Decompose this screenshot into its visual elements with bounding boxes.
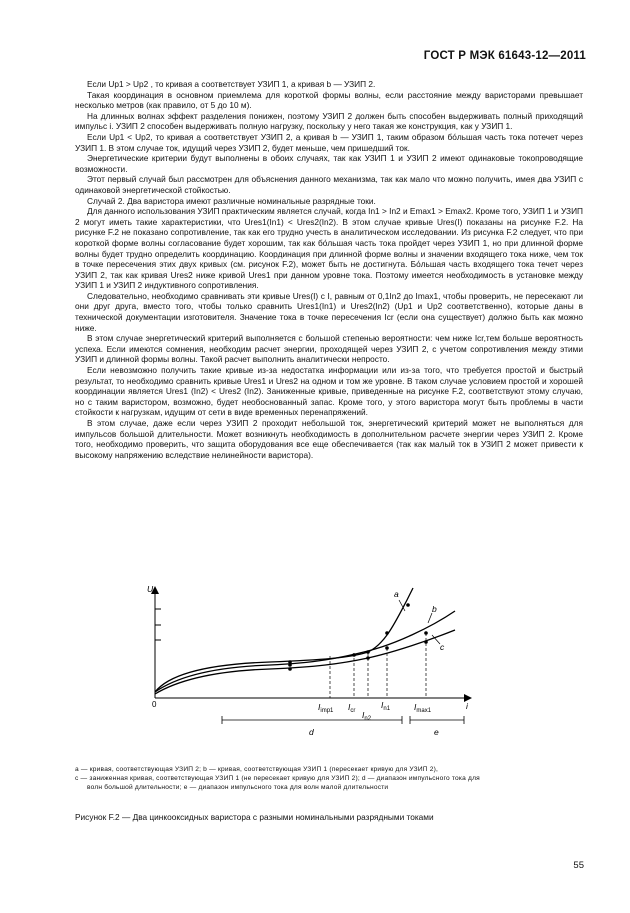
- range-label-d: d: [309, 727, 314, 737]
- figure-diagram: [110, 578, 490, 748]
- paragraph: Случай 2. Два варистора имеют различные номинальные разрядные токи.: [87, 195, 376, 206]
- page-number: 55: [573, 860, 584, 871]
- paragraph: В этом случае, даже если через УЗИП 2 проходит небольшой ток, энергетический критерий может не выполняться для импульсов большой длительности. Может возникнуть необходимость в дополнительном расчете энергии через УЗИП 2. Кроме того, необходимо проверить, что защита оборудования все еще обеспечивается (так как малый ток в УЗИП 2 может привести к высокому напряжению вследствие нелинейности варистора).: [75, 418, 583, 460]
- curve-point: [385, 646, 389, 650]
- curve-label-c: c: [440, 642, 445, 652]
- curve-b: [155, 611, 455, 692]
- figure-caption: Рисунок F.2 — Два цинкооксидных варистора с разными номинальными разрядными токами: [75, 812, 434, 822]
- paragraph: На длинных волнах эффект разделения понижен, поэтому УЗИП 2 должен быть способен выдерживать полный приходящий импульс i. УЗИП 2 способен выдерживать полную нагрузку, поскольку у него такая же конструкция, как у УЗИП 1.: [75, 110, 583, 132]
- paragraph: Следовательно, необходимо сравнивать эти кривые Ures(I) с I, равным от 0,1In2 до Imax1, чтобы проверить, не пересекают ли они друг друга, вместо того, чтобы только сравнить Ures1(In1) и Ures2(In2) (Up1 и Up2 соответственно), которые даны в технической документации изготовителя. Значение тока в точке пересечения Icr (если она существует) должно быть как можно ниже.: [75, 290, 583, 333]
- paragraph: Для данного использования УЗИП практическим является случай, когда In1 > In2 и Emax1 > Emax2. Кроме того, УЗИП 1 и УЗИП 2 могут иметь такие характеристики, что Ures1(In1) < Ures2(In2). В этом случае кривые Ures(I) показаны на рисунке F.2. На рисунке F.2 не показано сопротивление, так как его трудно учесть в аналитическом исследовании. Из рисунка F.2 следует, что при короткой форме волны согласование будет хорошим, так как бо́льшая часть тока пройдет через УЗИП 1, но при длинной форме волны будет трудно определить координацию. Координация при длинной форме волны и значении входящего тока ниже, чем ток в точке пересечения этих двух кривых (см. рисунок F.2), может быть не достигнута. Бо́льшая часть входящего тока течет через УЗИП 2, так как кривая Ures2 ниже кривой Ures1 при данном уровне тока. Поэтому имеется необходимость в установке между УЗИП 1 и УЗИП 2 индуктивного сопротивления.: [75, 206, 583, 291]
- paragraph: Если невозможно получить такие кривые из-за недостатка информации или из-за того, что требуется простой и быстрый результат, то необходимо сравнить кривые Ures1 и Ures2 на одном и том же уровне. В таком случае условием простой и хорошей координации является Ures1 (In2) < Ures2 (In2). Заниженные кривые, приведенные на рисунке F.2, соответствуют этому случаю, но с таким варистором, возможно, будет необоснованный запас. Кроме того, у этого варистора могут быть проблемы в части стойкости к нагрузкам, идущим от сети в виде временных перенапряжений.: [75, 365, 583, 418]
- curve-point: [288, 663, 292, 667]
- curve-point: [288, 667, 292, 671]
- curve-point: [424, 640, 428, 644]
- range-label-e: e: [434, 727, 439, 737]
- mark-cr: $I_{cr}$: [348, 702, 356, 714]
- mark-max1: $I_{max1}$: [414, 702, 432, 714]
- origin-label: 0: [152, 700, 157, 709]
- leader-b: [428, 613, 432, 623]
- curve-point: [352, 653, 356, 657]
- curve-point: [424, 631, 428, 635]
- document-header: ГОСТ Р МЭК 61643-12—2011: [423, 50, 586, 62]
- legend-line: c — заниженная кривая, соответствующая УЗИП 1 (не пересекает кривую для УЗИП 2); d — диапазон импульсного тока для: [75, 774, 480, 782]
- x-axis-label: i: [466, 701, 468, 711]
- curve-point: [385, 631, 389, 635]
- curve-point: [366, 650, 370, 654]
- curve-point: [406, 603, 410, 607]
- curve-a: [155, 588, 413, 692]
- body-text: [75, 79, 583, 460]
- legend-line: волн большой длительности; e — диапазон импульсного тока для волн малой длительности: [87, 783, 389, 791]
- paragraph: Если Up1 > Up2 , то кривая a соответствует УЗИП 1, а кривая b — УЗИП 2.: [87, 79, 376, 89]
- legend-line: a — кривая, соответствующая УЗИП 2; b — кривая, соответствующая УЗИП 1 (пересекает кривую для УЗИП 2),: [75, 766, 439, 773]
- paragraph: В этом случае энергетический критерий выполняется с большой степенью вероятности: чем ниже Icr,тем больше вероятность успеха. Если имеются сомнения, необходим расчет энергии, проходящей через УЗИП 2, с учетом сопротивления между этими УЗИП и длинной формы волны. Такой расчет выполнить аналитически непросто.: [75, 333, 583, 365]
- paragraph: Этот первый случай был рассмотрен для объяснения данного механизма, так как мало что можно получить, имея два УЗИП с одинаковой энергетической стойкостью.: [75, 174, 583, 195]
- mark-n2: $I_{n2}$: [362, 710, 372, 722]
- paragraph: Такая координация в основном приемлема для короткой формы волны, если расстояние между варисторами превышает несколько метров (как правило, от 5 до 10 м).: [75, 89, 583, 111]
- paragraph: Если Up1 < Up2, то кривая a соответствует УЗИП 2, а кривая b — УЗИП 1, таким образом бо́льшая часть тока потечет через УЗИП 1. В этом случае ток, идущий через УЗИП 2, будет меньше, чем пришедший ток.: [75, 131, 583, 153]
- curve-label-a: a: [394, 589, 399, 599]
- mark-n1: $I_{n1}$: [381, 700, 391, 712]
- curve-point: [366, 656, 370, 660]
- curve-label-b: b: [432, 604, 437, 614]
- paragraph: Энергетические критерии будут выполнены в обоих случаях, так как УЗИП 1 и УЗИП 2 имеют одинаковые токопроводящие возможности.: [75, 153, 583, 174]
- y-axis-label: U: [147, 584, 154, 594]
- figure-f2: [110, 578, 490, 748]
- mark-imp1: $I_{imp1}$: [318, 702, 334, 714]
- figure-legend: [75, 766, 583, 792]
